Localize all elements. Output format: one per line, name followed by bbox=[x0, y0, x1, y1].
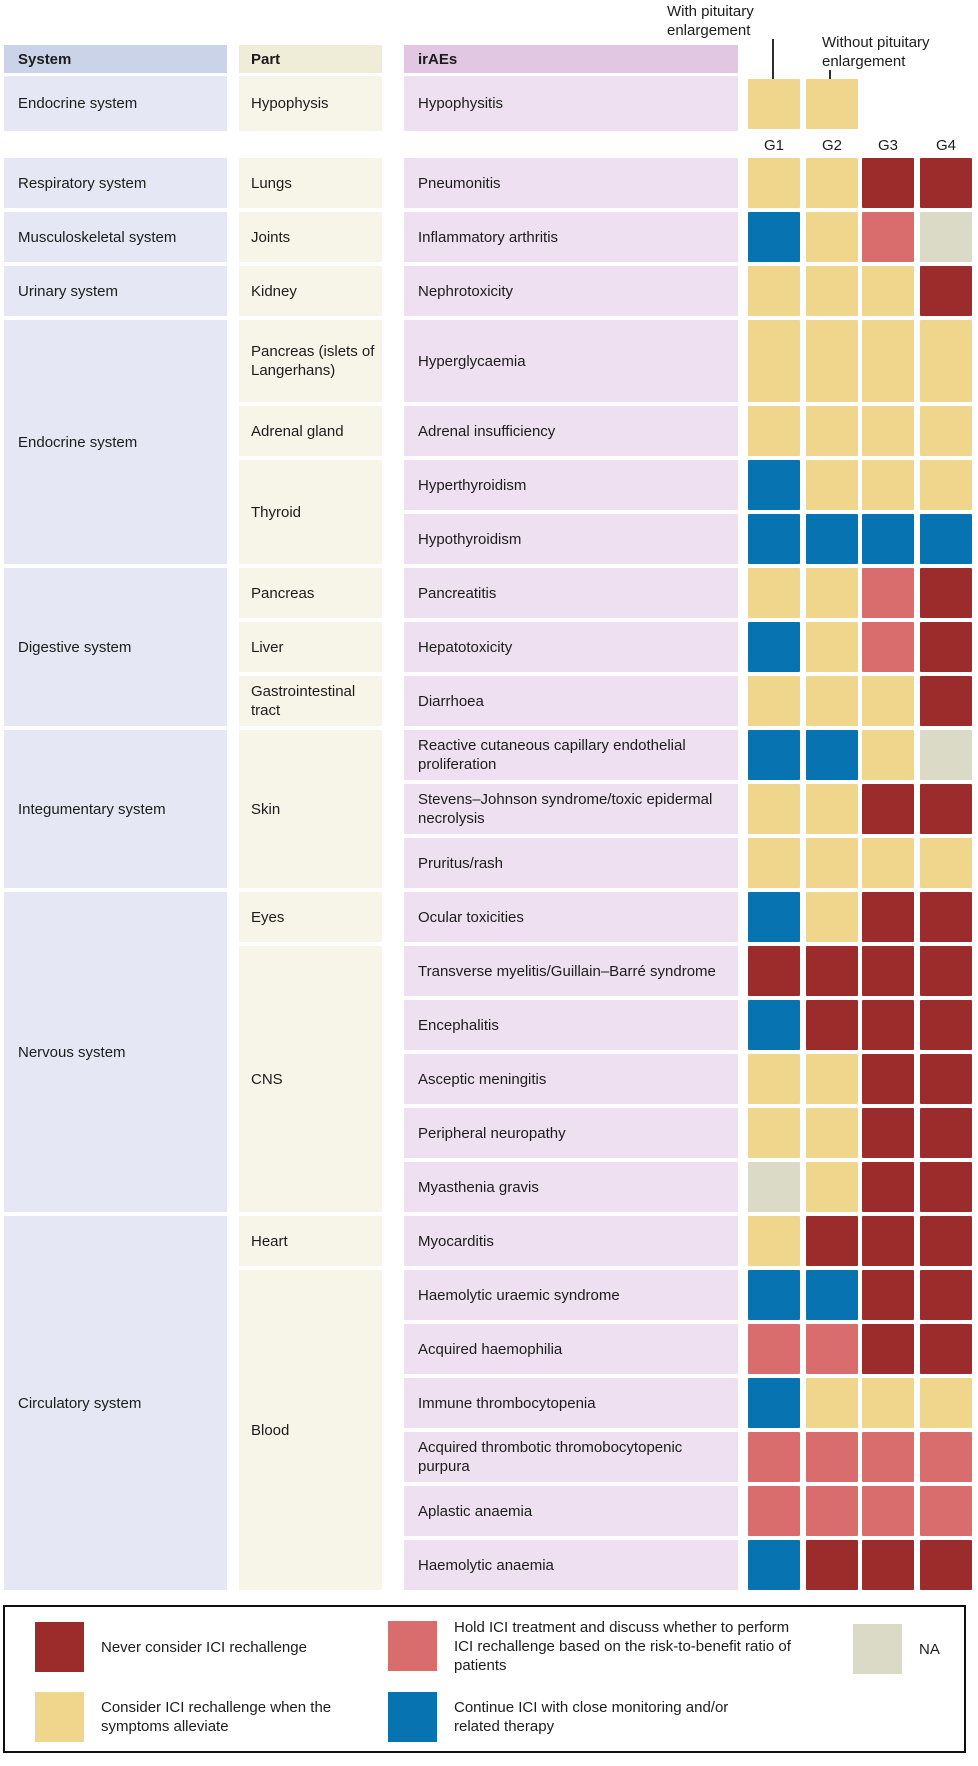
grade-cell-consider bbox=[920, 1378, 972, 1428]
grade-cell-consider bbox=[806, 158, 858, 208]
grade-cell-consider bbox=[806, 568, 858, 618]
grade-cell-never bbox=[920, 1324, 972, 1374]
grade-cell-never bbox=[920, 622, 972, 672]
legend-swatch-never bbox=[35, 1622, 84, 1672]
legend-label-hold: Hold ICI treatment and discuss whether to perform ICI rechallenge based on the risk-to-benefit ratio of patients bbox=[454, 1618, 791, 1674]
legend-label-never: Never consider ICI rechallenge bbox=[101, 1638, 307, 1656]
grade-cell-continue bbox=[748, 1000, 800, 1050]
irae-table bbox=[4, 158, 972, 1590]
grade-cell-never bbox=[920, 946, 972, 996]
legend-entry-never bbox=[35, 1617, 351, 1677]
irae-cell: Peripheral neuropathy bbox=[404, 1108, 738, 1158]
part-cell: Pancreas bbox=[239, 568, 382, 618]
grade-cell-hold bbox=[862, 622, 914, 672]
grade-cell-never bbox=[920, 892, 972, 942]
grade-label-g4: G4 bbox=[935, 137, 956, 154]
irae-cell: Hyperthyroidism bbox=[404, 460, 738, 510]
system-cell: Integumentary system bbox=[4, 730, 227, 888]
irae-cell: Asceptic meningitis bbox=[404, 1054, 738, 1104]
grade-cell-consider bbox=[806, 676, 858, 726]
grade-cell-continue bbox=[920, 514, 972, 564]
grade-cell-hold bbox=[806, 1432, 858, 1482]
part-cell: Heart bbox=[239, 1216, 382, 1266]
grade-cell-na bbox=[748, 1162, 800, 1212]
grade-cell-consider bbox=[806, 1378, 858, 1428]
irae-cell: Nephrotoxicity bbox=[404, 266, 738, 316]
grade-cell-consider bbox=[862, 730, 914, 780]
grade-cell-consider bbox=[806, 1162, 858, 1212]
grade-cell-never bbox=[862, 892, 914, 942]
grade-cell-never bbox=[862, 946, 914, 996]
grade-cell-consider bbox=[748, 1108, 800, 1158]
irae-cell: Pruritus/rash bbox=[404, 838, 738, 888]
grade-cell-na bbox=[920, 212, 972, 262]
grade-cell-consider bbox=[920, 406, 972, 456]
part-cell: Thyroid bbox=[239, 460, 382, 564]
grade-cell-never bbox=[806, 1216, 858, 1266]
grade-cell-consider bbox=[806, 1108, 858, 1158]
grade-cell-consider bbox=[806, 892, 858, 942]
column-header-iraes: irAEs bbox=[404, 45, 738, 73]
system-cell: Musculoskeletal system bbox=[4, 212, 227, 262]
irae-cell: Inflammatory arthritis bbox=[404, 212, 738, 262]
grade-cell-hold bbox=[862, 1432, 914, 1482]
irae-cell: Hyperglycaemia bbox=[404, 320, 738, 402]
irae-cell: Diarrhoea bbox=[404, 676, 738, 726]
grade-cell-continue bbox=[748, 622, 800, 672]
grade-cell-continue bbox=[748, 730, 800, 780]
irae-cell: Acquired haemophilia bbox=[404, 1324, 738, 1374]
grade-cell-consider bbox=[748, 158, 800, 208]
grade-cell-consider bbox=[748, 784, 800, 834]
legend-label-consider: Consider ICI rechallenge when the symptoms alleviate bbox=[101, 1699, 332, 1735]
grade-cell-continue bbox=[748, 460, 800, 510]
grade-cell-hold bbox=[806, 1486, 858, 1536]
part-cell: Adrenal gland bbox=[239, 406, 382, 456]
grade-cell-consider bbox=[806, 320, 858, 402]
grade-cell-never bbox=[920, 784, 972, 834]
grade-cell-consider bbox=[806, 1054, 858, 1104]
part-cell: Lungs bbox=[239, 158, 382, 208]
grade-label-g2: G2 bbox=[821, 137, 842, 154]
grade-cell-never bbox=[920, 1054, 972, 1104]
legend-swatch-na bbox=[853, 1624, 902, 1674]
grade-cell-na bbox=[920, 730, 972, 780]
annotation-with-pituitary-enlargement: With pituitary enlargement bbox=[667, 3, 754, 39]
grade-cell-never bbox=[862, 158, 914, 208]
grade-cell-never bbox=[920, 676, 972, 726]
grade-cell-continue bbox=[748, 1540, 800, 1590]
legend-entry-continue bbox=[388, 1687, 764, 1747]
grade-cell-never bbox=[806, 1000, 858, 1050]
grade-cell-never bbox=[920, 266, 972, 316]
grade-cell-never bbox=[920, 568, 972, 618]
grade-label-g3: G3 bbox=[877, 137, 898, 154]
irae-cell: Encephalitis bbox=[404, 1000, 738, 1050]
part-cell: Joints bbox=[239, 212, 382, 262]
grade-cell-never bbox=[862, 1108, 914, 1158]
irae-cell: Reactive cutaneous capillary endothelial proliferation bbox=[404, 730, 738, 780]
grade-cell-hold bbox=[806, 1324, 858, 1374]
grade-cell-never bbox=[920, 1162, 972, 1212]
grade-cell-consider bbox=[862, 406, 914, 456]
grade-cell-consider bbox=[748, 838, 800, 888]
grade-cell-hold bbox=[862, 1486, 914, 1536]
grade-cell-consider bbox=[806, 784, 858, 834]
irae-cell: Ocular toxicities bbox=[404, 892, 738, 942]
legend-entry-consider bbox=[35, 1687, 371, 1747]
irae-cell: Myasthenia gravis bbox=[404, 1162, 738, 1212]
part-cell: Gastrointestinal tract bbox=[239, 676, 382, 726]
grade-cell-consider bbox=[862, 460, 914, 510]
grade-cell-consider bbox=[920, 838, 972, 888]
grade-cell-consider bbox=[806, 212, 858, 262]
legend-swatch-continue bbox=[388, 1692, 437, 1742]
irae-cell: Acquired thrombotic thromobocytopenic purpura bbox=[404, 1432, 738, 1482]
grade-cell-hold bbox=[862, 212, 914, 262]
grade-cell-continue bbox=[748, 212, 800, 262]
grade-cell-never bbox=[920, 1540, 972, 1590]
table-header-row bbox=[4, 45, 972, 73]
grade-cell-never bbox=[862, 1216, 914, 1266]
grade-cell-never bbox=[862, 1054, 914, 1104]
system-cell: Respiratory system bbox=[4, 158, 227, 208]
grade-cell-never bbox=[862, 1000, 914, 1050]
grade-cell-continue bbox=[748, 514, 800, 564]
part-cell: Eyes bbox=[239, 892, 382, 942]
irae-cell: Adrenal insufficiency bbox=[404, 406, 738, 456]
system-cell: Digestive system bbox=[4, 568, 227, 726]
part-cell: Skin bbox=[239, 730, 382, 888]
column-header-part: Part bbox=[239, 45, 382, 73]
grade-cell-consider bbox=[862, 1378, 914, 1428]
grade-cell-consider bbox=[862, 266, 914, 316]
grade-cell-consider bbox=[806, 266, 858, 316]
irae-cell: Hypophysitis bbox=[404, 76, 738, 131]
part-cell: Blood bbox=[239, 1270, 382, 1590]
irae-cell: Stevens–Johnson syndrome/toxic epidermal necrolysis bbox=[404, 784, 738, 834]
hypophysitis-row bbox=[4, 76, 972, 131]
grade-cell-consider bbox=[806, 622, 858, 672]
grade-cell-continue bbox=[748, 1270, 800, 1320]
legend-box bbox=[3, 1605, 966, 1753]
grade-cell-consider bbox=[862, 838, 914, 888]
legend-label-na: NA bbox=[919, 1640, 940, 1658]
irae-cell: Hypothyroidism bbox=[404, 514, 738, 564]
grade-cell-hold bbox=[748, 1324, 800, 1374]
grade-cell-consider bbox=[920, 320, 972, 402]
irae-cell: Pneumonitis bbox=[404, 158, 738, 208]
grade-cell-never bbox=[920, 1216, 972, 1266]
grade-cell-continue bbox=[806, 514, 858, 564]
legend-swatch-consider bbox=[35, 1692, 84, 1742]
system-cell: Nervous system bbox=[4, 892, 227, 1212]
system-cell: Circulatory system bbox=[4, 1216, 227, 1590]
legend-entry-hold bbox=[388, 1613, 799, 1679]
grade-cell-never bbox=[806, 1540, 858, 1590]
grade-cell-never bbox=[920, 1000, 972, 1050]
grade-cell-consider bbox=[748, 1054, 800, 1104]
grade-cell-consider bbox=[806, 460, 858, 510]
grade-cell-never bbox=[862, 784, 914, 834]
legend-entry-na bbox=[853, 1619, 940, 1679]
grade-cell-hold bbox=[862, 568, 914, 618]
annotation-without-pituitary-enlargement: Without pituitary enlargement bbox=[822, 34, 930, 70]
grade-cell-never bbox=[920, 1270, 972, 1320]
system-cell: Endocrine system bbox=[4, 76, 227, 131]
grade-cell-hold bbox=[748, 1486, 800, 1536]
grade-cell-never bbox=[862, 1270, 914, 1320]
irae-cell: Immune thrombocytopenia bbox=[404, 1378, 738, 1428]
grade-cell-consider bbox=[748, 406, 800, 456]
grade-cell-consider bbox=[806, 838, 858, 888]
irae-cell: Hepatotoxicity bbox=[404, 622, 738, 672]
grade-cell-consider bbox=[748, 1216, 800, 1266]
grade-cell-consider bbox=[748, 568, 800, 618]
part-cell: Hypophysis bbox=[239, 76, 382, 131]
irae-cell: Haemolytic uraemic syndrome bbox=[404, 1270, 738, 1320]
grade-cell-consider bbox=[748, 266, 800, 316]
legend-label-continue: Continue ICI with close monitoring and/or related therapy bbox=[454, 1699, 729, 1735]
part-cell: CNS bbox=[239, 946, 382, 1212]
grade-cell-hold bbox=[920, 1432, 972, 1482]
grade-cell-never bbox=[806, 946, 858, 996]
column-header-system: System bbox=[4, 45, 227, 73]
system-cell: Urinary system bbox=[4, 266, 227, 316]
irae-cell: Transverse myelitis/Guillain–Barré syndrome bbox=[404, 946, 738, 996]
system-cell: Endocrine system bbox=[4, 320, 227, 564]
grade-cell-without-pituitary-enlargement bbox=[806, 79, 858, 129]
grade-cell-continue bbox=[748, 892, 800, 942]
grade-cell-consider bbox=[806, 406, 858, 456]
grade-cell-continue bbox=[806, 730, 858, 780]
grade-cell-continue bbox=[806, 1270, 858, 1320]
part-cell: Liver bbox=[239, 622, 382, 672]
legend-swatch-hold bbox=[388, 1621, 437, 1671]
grade-cell-never bbox=[862, 1162, 914, 1212]
grade-cell-never bbox=[862, 1324, 914, 1374]
grade-cell-consider bbox=[862, 676, 914, 726]
grade-cell-consider bbox=[862, 320, 914, 402]
part-cell: Kidney bbox=[239, 266, 382, 316]
grade-cell-consider bbox=[748, 320, 800, 402]
grade-label-g1: G1 bbox=[763, 137, 784, 154]
grade-cell-never bbox=[920, 1108, 972, 1158]
grade-cell-continue bbox=[748, 1378, 800, 1428]
irae-cell: Haemolytic anaemia bbox=[404, 1540, 738, 1590]
grade-cell-hold bbox=[748, 1432, 800, 1482]
grade-cell-consider bbox=[920, 460, 972, 510]
grade-cell-hold bbox=[920, 1486, 972, 1536]
grade-cell-consider bbox=[748, 676, 800, 726]
grade-cell-never bbox=[862, 1540, 914, 1590]
grade-cell-continue bbox=[862, 514, 914, 564]
irae-cell: Myocarditis bbox=[404, 1216, 738, 1266]
grade-cell-never bbox=[920, 158, 972, 208]
part-cell: Pancreas (islets of Langerhans) bbox=[239, 320, 382, 402]
irae-cell: Pancreatitis bbox=[404, 568, 738, 618]
grade-cell-with-pituitary-enlargement bbox=[748, 79, 800, 129]
irae-cell: Aplastic anaemia bbox=[404, 1486, 738, 1536]
grade-cell-never bbox=[748, 946, 800, 996]
